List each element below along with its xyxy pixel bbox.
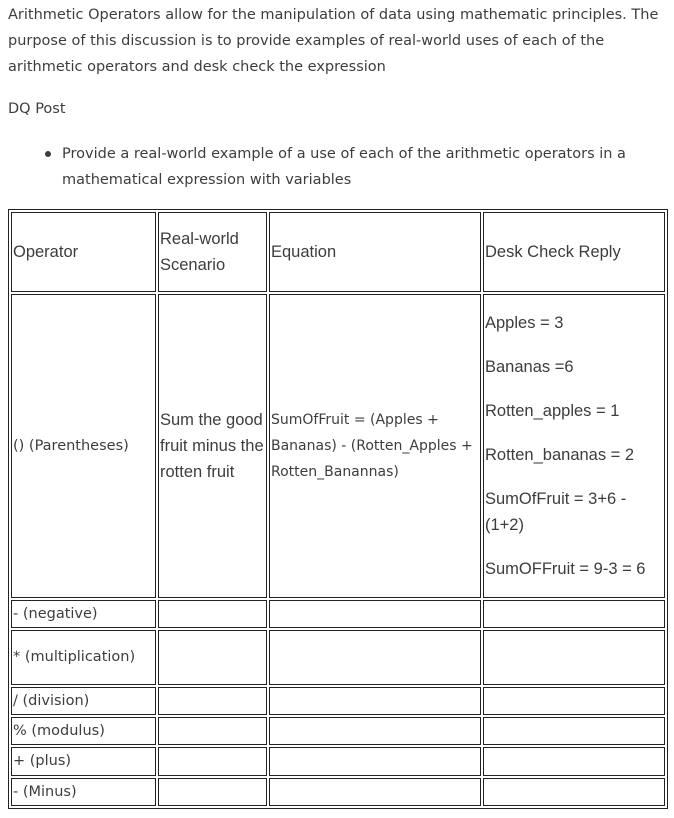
header-scenario: Real-world Scenario	[158, 212, 267, 292]
table-row	[11, 600, 665, 628]
intro-paragraph: Arithmetic Operators allow for the manipulation of data using mathematic principles. The purpose of this discussion is to provide examples of real-world uses of each of the arithmetic operators and desk check the expression	[8, 7, 659, 75]
table-row	[11, 717, 665, 745]
bullet-item: Provide a real-world example of a use of each of the arithmetic operators in a mathematical expression with variables	[40, 141, 670, 193]
equation-cell	[269, 687, 481, 715]
desk-check-cell	[483, 600, 665, 628]
scenario-cell	[158, 778, 267, 806]
desk-check-cell	[483, 717, 665, 745]
header-desk-check: Desk Check Reply	[483, 212, 665, 292]
dq-post-label: DQ Post	[8, 101, 66, 117]
bullet-list	[40, 141, 670, 193]
table-row	[11, 294, 665, 598]
operator-cell: - (Minus)	[11, 778, 156, 806]
header-operator: Operator	[11, 212, 156, 292]
equation-cell: SumOfFruit = (Apples + Bananas) - (Rotten_Apples + Rotten_Banannas)	[269, 294, 481, 598]
operator-cell: % (modulus)	[11, 717, 156, 745]
desk-check-cell	[483, 294, 665, 598]
operator-cell: / (division)	[11, 687, 156, 715]
equation-cell	[269, 717, 481, 745]
table-row	[11, 747, 665, 775]
scenario-cell	[158, 717, 267, 745]
desk-check-cell	[483, 630, 665, 685]
scenario-cell	[158, 600, 267, 628]
equation-cell	[269, 630, 481, 685]
desk-check-cell	[483, 778, 665, 806]
equation-cell	[269, 778, 481, 806]
scenario-cell	[158, 687, 267, 715]
desk-check-cell	[483, 687, 665, 715]
operator-cell: - (negative)	[11, 600, 156, 628]
operator-cell: + (plus)	[11, 747, 156, 775]
table-row	[11, 630, 665, 685]
header-equation: Equation	[269, 212, 481, 292]
scenario-cell: Sum the good fruit minus the rotten fruit	[158, 294, 267, 598]
scenario-cell	[158, 630, 267, 685]
desk-check-line: SumOfFruit = 3+6 - (1+2)	[485, 489, 627, 534]
desk-check-line: Rotten_apples = 1	[485, 401, 620, 420]
operators-table	[8, 209, 668, 809]
desk-check-line: Bananas =6	[485, 357, 574, 376]
table-row	[11, 778, 665, 806]
operator-cell: () (Parentheses)	[11, 294, 156, 598]
scenario-cell	[158, 747, 267, 775]
desk-check-line: SumOFFruit = 9-3 = 6	[485, 559, 646, 578]
operator-cell: * (multiplication)	[11, 630, 156, 685]
desk-check-line: Apples = 3	[485, 313, 564, 332]
table-header-row	[11, 212, 665, 292]
table-row	[11, 687, 665, 715]
equation-cell	[269, 747, 481, 775]
equation-cell	[269, 600, 481, 628]
desk-check-cell	[483, 747, 665, 775]
desk-check-line: Rotten_bananas = 2	[485, 445, 635, 464]
